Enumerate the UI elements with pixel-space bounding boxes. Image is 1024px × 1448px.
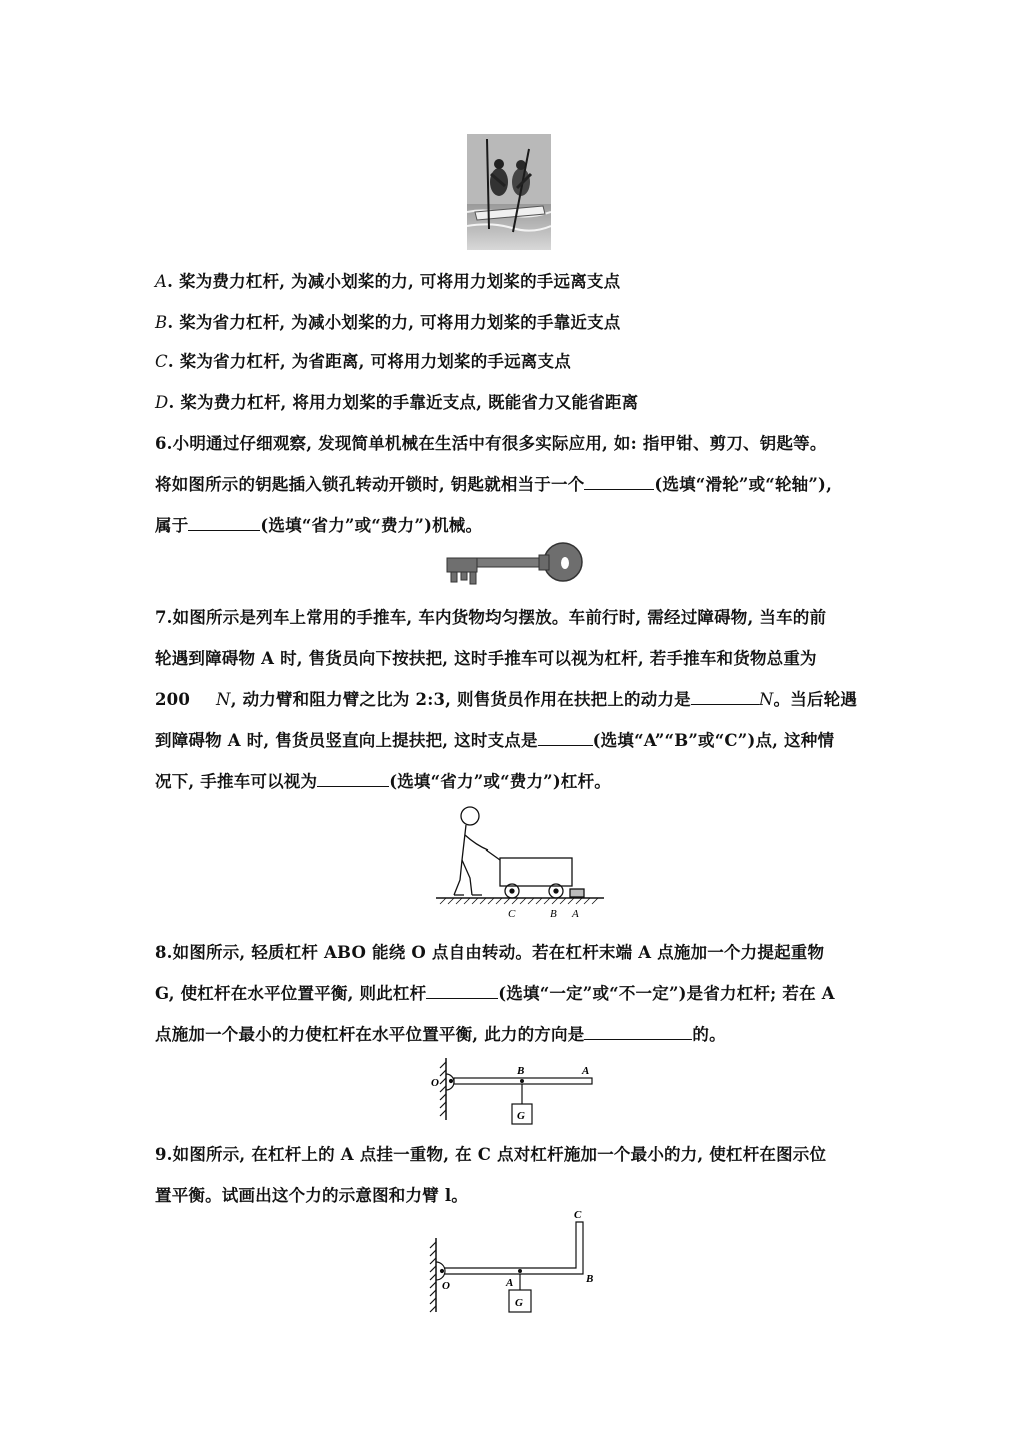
option-letter: D (155, 393, 169, 412)
option-b (155, 309, 621, 333)
label-b: B (586, 1273, 594, 1285)
q7-text: (选填“A”“B”或“C”)点, 这种情 (592, 731, 835, 750)
option-d (155, 389, 638, 413)
q7-text: (选填“省力”或“费力”)杠杆。 (389, 772, 611, 791)
q7-line4 (155, 727, 834, 751)
q6-line2 (155, 471, 832, 495)
q7-line5 (155, 768, 611, 792)
label-g: G (517, 1110, 525, 1122)
label-o: O (442, 1280, 450, 1292)
q6-text: 将如图所示的钥匙插入锁孔转动开锁时, 钥匙就相当于一个 (155, 475, 585, 494)
q6-text: 属于 (155, 516, 189, 535)
label-a: A (572, 908, 579, 920)
option-letter: A (155, 272, 168, 291)
lever-diagram-q8 (428, 1056, 600, 1132)
q9-line2: 置平衡。试画出这个力的示意图和力臂 l。 (155, 1186, 469, 1205)
q6-text: (选填“滑轮”或“轮轴”), (654, 475, 833, 494)
q7-text: 到障碍物 A 时, 售货员竖直向上提扶把, 这时支点是 (155, 731, 538, 750)
q8-line3 (155, 1021, 726, 1045)
option-text: . 桨为费力杠杆, 将用力划桨的手靠近支点, 既能省力又能省距离 (168, 393, 639, 412)
q8-text: (选填“一定”或“不一定”)是省力杠杆; 若在 A (498, 984, 835, 1003)
label-a: A (582, 1065, 590, 1077)
unit-n: N (758, 690, 774, 709)
label-g: G (515, 1297, 523, 1309)
answer-blank[interactable] (584, 475, 654, 490)
q9-line1: 9.如图所示, 在杠杆上的 A 点挂一重物, 在 C 点对杠杆施加一个最小的力, 使杠杆在图示位 (155, 1145, 827, 1164)
q8-text: 的。 (692, 1025, 726, 1044)
canoe-photo (467, 134, 551, 250)
q8-line1: 8.如图所示, 轻质杠杆 ABO 能绕 O 点自由转动。若在杠杆末端 A 点施加一个力提起重物 (155, 943, 825, 962)
label-o: O (431, 1077, 439, 1089)
q6-text: (选填“省力”或“费力”)机械。 (260, 516, 483, 535)
q7-text: , 动力臂和阻力臂之比为 2:3, 则售货员作用在扶把上的动力是 (230, 690, 691, 709)
label-b: B (550, 908, 557, 920)
q8-text: G, 使杠杆在水平位置平衡, 则此杠杆 (155, 984, 427, 1003)
q7-line3 (155, 686, 857, 710)
answer-blank[interactable] (317, 772, 389, 787)
option-text: . 桨为省力杠杆, 为省距离, 可将用力划桨的手远离支点 (167, 352, 571, 371)
unit-n: N (216, 690, 231, 709)
label-c: C (574, 1209, 582, 1221)
option-letter: C (155, 352, 168, 371)
q8-line2 (155, 980, 835, 1004)
answer-blank[interactable] (188, 516, 260, 531)
answer-blank[interactable] (538, 731, 593, 746)
option-text: . 桨为省力杠杆, 为减小划桨的力, 可将用力划桨的手靠近支点 (167, 313, 621, 332)
answer-blank[interactable] (426, 984, 498, 999)
label-a: A (506, 1277, 514, 1289)
q7-line2: 轮遇到障碍物 A 时, 售货员向下按扶把, 这时手推车可以视为杠杆, 若手推车和货物总重为 (155, 649, 817, 668)
q8-text: 点施加一个最小的力使杠杆在水平位置平衡, 此力的方向是 (155, 1025, 585, 1044)
key-picture (445, 540, 587, 590)
label-b: B (517, 1065, 525, 1077)
option-text: . 桨为费力杠杆, 为减小划桨的力, 可将用力划桨的手远离支点 (167, 272, 621, 291)
q6-line3 (155, 512, 482, 536)
q7-text: 。当后轮遇 (773, 690, 858, 709)
option-letter: B (155, 313, 168, 332)
option-c (155, 348, 571, 372)
lever-diagram-q9 (426, 1206, 606, 1318)
q7-text: 况下, 手推车可以视为 (155, 772, 318, 791)
trolley-diagram (436, 800, 606, 925)
q7-line1: 7.如图所示是列车上常用的手推车, 车内货物均匀摆放。车前行时, 需经过障碍物, 当车的前 (155, 608, 827, 627)
answer-blank[interactable] (584, 1025, 692, 1040)
answer-blank[interactable] (691, 690, 759, 705)
q6-line1: 6.小明通过仔细观察, 发现简单机械在生活中有很多实际应用, 如: 指甲钳、剪刀、钥匙等。 (155, 434, 827, 453)
option-a (155, 268, 620, 292)
q7-number: 200 (155, 690, 191, 709)
label-c: C (508, 908, 516, 920)
